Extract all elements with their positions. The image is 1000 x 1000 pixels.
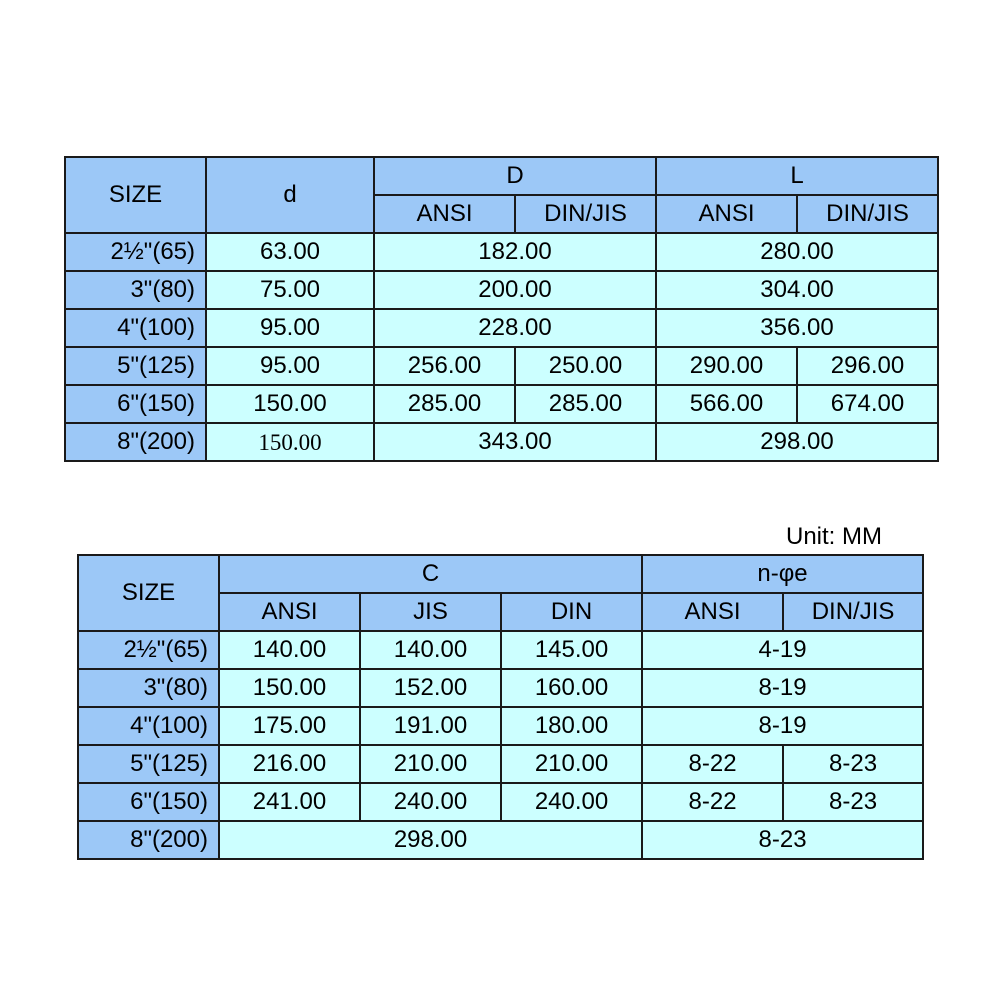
header-size: SIZE (78, 555, 219, 631)
C-jis-cell: 210.00 (360, 745, 501, 783)
size-cell: 3"(80) (65, 271, 206, 309)
header-L-din-jis: DIN/JIS (797, 195, 938, 233)
table-row (65, 347, 938, 385)
C-ansi-cell: 175.00 (219, 707, 360, 745)
n-din-jis-cell: 8-23 (783, 745, 923, 783)
size-cell: 4"(100) (78, 707, 219, 745)
L-cell: 304.00 (656, 271, 938, 309)
C-ansi-cell: 150.00 (219, 669, 360, 707)
L-din-jis-cell: 296.00 (797, 347, 938, 385)
L-ansi-cell: 290.00 (656, 347, 797, 385)
header-C-jis: JIS (360, 593, 501, 631)
size-cell: 2½"(65) (78, 631, 219, 669)
L-cell: 356.00 (656, 309, 938, 347)
size-cell: 6"(150) (78, 783, 219, 821)
unit-label: Unit: MM (786, 523, 882, 550)
size-cell: 8"(200) (78, 821, 219, 859)
size-cell: 3"(80) (78, 669, 219, 707)
C-din-cell: 180.00 (501, 707, 642, 745)
n-phi-e-cell: 8-19 (642, 669, 923, 707)
header-C-din: DIN (501, 593, 642, 631)
C-jis-cell: 140.00 (360, 631, 501, 669)
d-cell: 95.00 (206, 309, 374, 347)
n-phi-e-cell: 4-19 (642, 631, 923, 669)
header-C-ansi: ANSI (219, 593, 360, 631)
header-D: D (374, 157, 656, 195)
C-din-cell: 210.00 (501, 745, 642, 783)
header-L-ansi: ANSI (656, 195, 797, 233)
C-din-cell: 160.00 (501, 669, 642, 707)
d-cell: 150.00 (206, 385, 374, 423)
C-din-cell: 240.00 (501, 783, 642, 821)
table-row (78, 783, 923, 821)
C-ansi-cell: 216.00 (219, 745, 360, 783)
header-n-ansi: ANSI (642, 593, 783, 631)
n-phi-e-cell: 8-23 (642, 821, 923, 859)
header-D-din-jis: DIN/JIS (515, 195, 656, 233)
L-din-jis-cell: 674.00 (797, 385, 938, 423)
table-row (78, 745, 923, 783)
size-cell: 5"(125) (65, 347, 206, 385)
C-cell: 298.00 (219, 821, 642, 859)
n-ansi-cell: 8-22 (642, 783, 783, 821)
C-jis-cell: 191.00 (360, 707, 501, 745)
table-row (65, 233, 938, 271)
dimensions-table (64, 156, 939, 462)
header-C: C (219, 555, 642, 593)
table-row (65, 271, 938, 309)
D-ansi-cell: 256.00 (374, 347, 515, 385)
n-din-jis-cell: 8-23 (783, 783, 923, 821)
D-cell: 228.00 (374, 309, 656, 347)
table-row (78, 821, 923, 859)
table-row (78, 669, 923, 707)
n-ansi-cell: 8-22 (642, 745, 783, 783)
D-din-jis-cell: 285.00 (515, 385, 656, 423)
L-cell: 298.00 (656, 423, 938, 461)
d-cell: 95.00 (206, 347, 374, 385)
flange-table (77, 554, 924, 860)
table-row (65, 385, 938, 423)
d-cell: 75.00 (206, 271, 374, 309)
header-n-din-jis: DIN/JIS (783, 593, 923, 631)
size-cell: 8"(200) (65, 423, 206, 461)
D-cell: 343.00 (374, 423, 656, 461)
d-cell: 63.00 (206, 233, 374, 271)
D-din-jis-cell: 250.00 (515, 347, 656, 385)
header-L: L (656, 157, 938, 195)
C-din-cell: 145.00 (501, 631, 642, 669)
header-size: SIZE (65, 157, 206, 233)
C-ansi-cell: 140.00 (219, 631, 360, 669)
size-cell: 6"(150) (65, 385, 206, 423)
C-jis-cell: 152.00 (360, 669, 501, 707)
table-row (65, 309, 938, 347)
L-ansi-cell: 566.00 (656, 385, 797, 423)
d-cell: 150.00 (206, 423, 374, 461)
D-cell: 182.00 (374, 233, 656, 271)
D-ansi-cell: 285.00 (374, 385, 515, 423)
n-phi-e-cell: 8-19 (642, 707, 923, 745)
table-row (65, 423, 938, 461)
size-cell: 5"(125) (78, 745, 219, 783)
size-cell: 2½"(65) (65, 233, 206, 271)
C-ansi-cell: 241.00 (219, 783, 360, 821)
C-jis-cell: 240.00 (360, 783, 501, 821)
header-D-ansi: ANSI (374, 195, 515, 233)
size-cell: 4"(100) (65, 309, 206, 347)
header-n-phi-e: n-φe (642, 555, 923, 593)
L-cell: 280.00 (656, 233, 938, 271)
header-d: d (206, 157, 374, 233)
table-row (78, 707, 923, 745)
table-row (78, 631, 923, 669)
D-cell: 200.00 (374, 271, 656, 309)
